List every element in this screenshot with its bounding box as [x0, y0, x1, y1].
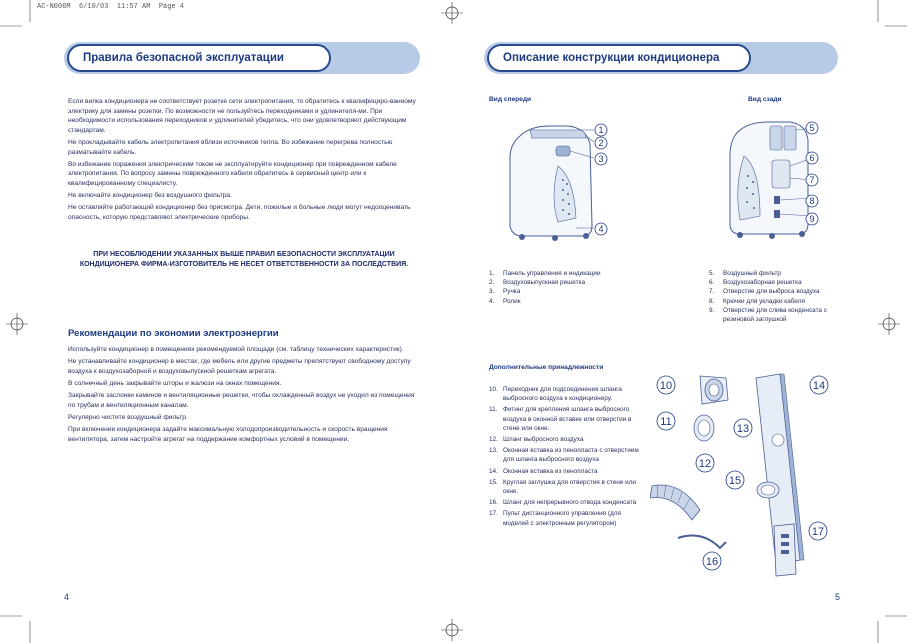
paragraph: Во избежание поражения электрическим током не эксплуатируйте кондиционер при поврежденном кабеле электропитания. По вопросу замены поврежденного кабеля обратитесь в сервисный центр или к квалифицированному специалисту. [68, 160, 397, 187]
list-item: 12. Шланг выбросного воздуха [489, 436, 584, 444]
energy-text [68, 345, 420, 447]
list-item: 8. Крючки для укладки кабеля [709, 297, 805, 305]
callout-12: 12 [698, 458, 712, 470]
paragraph: Регулярно чистите воздушный фильтр. [68, 413, 188, 421]
front-callouts [592, 122, 610, 238]
list-item: 4. Ролик [489, 297, 521, 305]
list-item: 13. Оконная вставка из пенопласта с отверстием для шланга выбросного воздуха [489, 447, 639, 464]
callout-15: 15 [728, 475, 742, 487]
list-item: 3. Ручка [489, 288, 521, 296]
paragraph: Не включайте кондиционер без воздушного фильтра. [68, 192, 232, 200]
callout-8: 8 [809, 196, 815, 206]
callout-4: 4 [598, 224, 604, 234]
paragraph: Используйте кондиционер в помещениях рекомендуемой площади (см. таблицу технических характеристик). [68, 346, 404, 353]
front-view-label: Вид спереди [489, 96, 532, 103]
callout-7: 7 [809, 175, 815, 185]
list-item: 15. Круглая заглушка для отверстия в стене или окне. [489, 478, 636, 496]
right-title-pill [487, 44, 751, 72]
list-item: 14. Оконная вставка из пенопласта [489, 467, 598, 475]
paragraph: Не оставляйте работающий кондиционер без присмотра. Дети, пожилые и больные люди могут недооценивать опасность, которую представляют электрические приборы. [68, 204, 411, 221]
paragraph: Не устанавливайте кондиционер в местах, где мебель или другие предметы препятствуют свободному доступу воздуха к воздухозаборной и воздуховыпускной решеткам агрегата. [68, 358, 411, 375]
list-item: 2. Воздуховыпускная решетка [489, 279, 586, 287]
warning-text: ПРИ НЕСОБЛЮДЕНИИ УКАЗАННЫХ ВЫШЕ ПРАВИЛ БЕЗОПАСНОСТИ ЭКСПЛУАТАЦИИ КОНДИЦИОНЕРА ФИРМА-ИЗГОТОВИТЕЛЬ НЕ НЕСЕТ ОТВЕТСТВЕННОСТИ ЗА ПОСЛЕДСТВИЯ. [79, 251, 409, 268]
parts-list-front [489, 269, 679, 306]
callout-9: 9 [809, 214, 815, 224]
list-item: 10. Переходник для подсоединения шланга выбросного воздуха к кондиционеру. [489, 386, 622, 403]
list-item: 17. Пульт дистанционного управления (для моделей с электронным регулятором) [489, 510, 621, 527]
accessories-heading: Дополнительные принадлежности [489, 364, 604, 371]
left-title-pill [67, 44, 331, 72]
parts-list-rear [709, 269, 839, 324]
page-number: 5 [835, 592, 841, 602]
paragraph: В солнечный день закрывайте шторы и жалюзи на окнах помещения. [68, 379, 282, 387]
page-title: Описание конструкции кондиционера [503, 52, 720, 64]
rear-callouts [803, 120, 821, 228]
callout-11: 11 [660, 416, 672, 428]
safety-text [68, 97, 424, 225]
callout-16: 16 [705, 556, 719, 568]
list-item: 16. Шланг для непрерывного отвода конденсата [489, 499, 637, 507]
paragraph: Не прокладывайте кабель электропитания вблизи источников тепла. Во избежание перегрева полностью разматывайте кабель. [68, 138, 393, 156]
callout-5: 5 [809, 123, 815, 133]
callout-13: 13 [736, 423, 750, 435]
callout-3: 3 [598, 154, 604, 164]
list-item: 9. Отверстие для слива конденсата с резиновой заглушкой [709, 306, 827, 324]
callout-17: 17 [811, 526, 825, 538]
callout-6: 6 [809, 153, 815, 163]
rear-view-label: Вид сзади [748, 96, 782, 103]
callout-1: 1 [598, 125, 604, 135]
list-item: 7. Отверстие для выброса воздуха [709, 288, 820, 296]
page-title: Правила безопасной эксплуатации [83, 52, 284, 64]
section-heading: Рекомендации по экономии электроэнергии [68, 328, 279, 339]
callout-2: 2 [598, 138, 604, 148]
page-number: 4 [64, 592, 70, 602]
callout-10: 10 [659, 380, 673, 392]
accessory-callouts [652, 374, 834, 574]
paragraph: Закрывайте заслонки каминов и вентиляционные решетки, чтобы охлажденный воздух не уходил из помещения по трубам и вентиляционным каналам. [68, 392, 415, 409]
callout-14: 14 [812, 380, 826, 392]
paragraph: Если вилка кондиционера не соответствует розетке сети электропитания, то обратитесь к квалифициро-ванному электрику для замены розетки. По возможности не пользуйтесь переходниками и удлинителя-ми. При необходимости использования переходников и удлинителей убедитесь, что они удовлетворяют действующим стандартам. [68, 98, 416, 134]
list-item: 6. Воздухозаборная решетка [709, 279, 802, 287]
crop-header: AC-N006M 6/10/03 11:57 AM Page 4 [37, 3, 185, 11]
accessories-list [489, 385, 641, 528]
list-item: 11. Фитинг для крепления шланга выбросного воздуха в оконной вставке или отверстии в стене или окне. [489, 406, 632, 432]
paragraph: При включении кондиционера задайте максимальную холодопроизводительность и скорость вращения вентилятора, затем настройте агрегат на поддержание комфортных условий в помещении. [68, 426, 388, 443]
list-item: 1. Панель управления и индикации [489, 270, 601, 277]
list-item: 5. Воздушный фильтр [709, 270, 781, 277]
